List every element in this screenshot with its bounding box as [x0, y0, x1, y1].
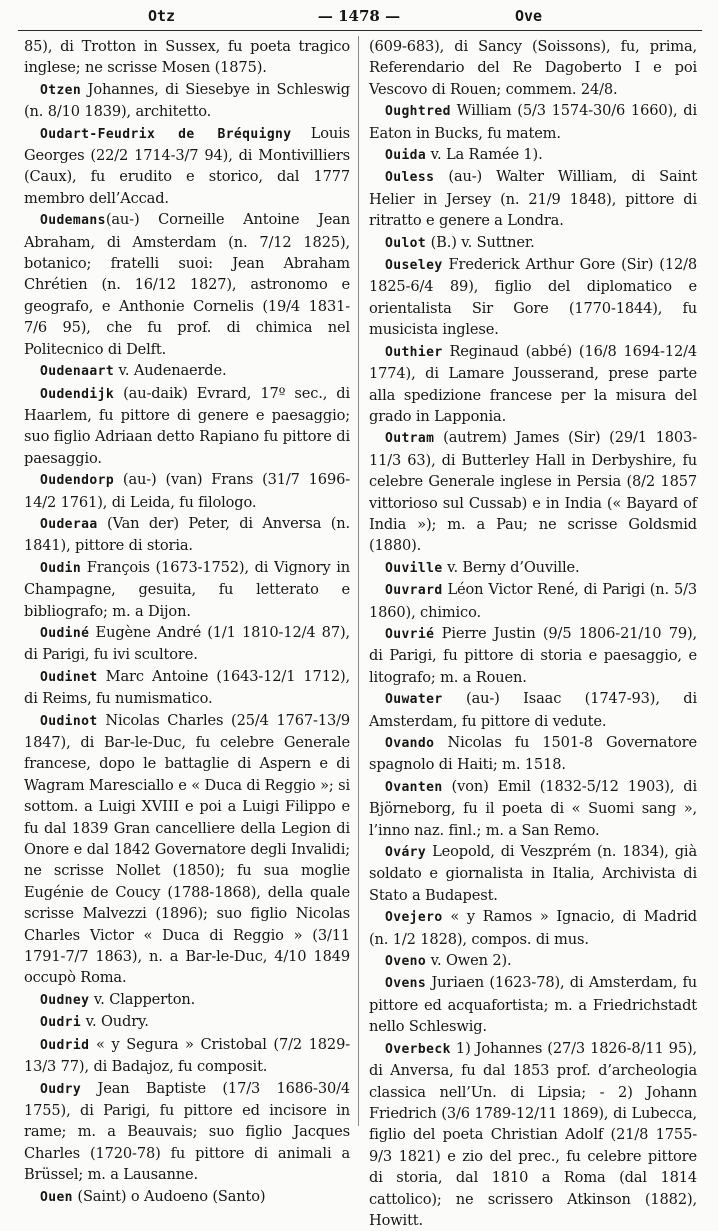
dictionary-entry	[369, 906, 697, 950]
dictionary-entry	[369, 100, 697, 144]
dictionary-entry	[369, 732, 697, 776]
dictionary-entry	[369, 166, 697, 231]
entry-text: Juriaen (1623-78), di Amsterdam, fu pittore ed acquafortista; m. a Friedrichstadt nello Schleswig.	[369, 974, 697, 1036]
entry-text: 1) Johannes (27/3 1826-8/11 95), di Anversa, fu dal 1853 prof. d’archeologia classica nell’Un. di Lipsia; - 2) Johann Friedrich (3/6 1789-12/11 1869), di Lubecca, figlio del poeta Christian Adolf (21/8 1755-9/3 1821) e zio del prec., fu celebre pittore di storia, dal 1810 a Roma (dal 1814 cattolico); ne scrissero Atkinson (1882), Howitt.	[369, 1039, 697, 1229]
entry-text: (au-daik) Evrard, 17º sec., di Haarlem, fu pittore di genere e paesaggio; suo figlio Adriaan detto Rapiano fu pittore di paesaggio.	[24, 384, 350, 467]
entry-text: (Saint) o Audoeno (Santo)	[72, 1187, 266, 1205]
entry-text: v. Clapperton.	[89, 990, 196, 1008]
entry-headword: Oughtred	[385, 104, 451, 120]
header-right-guideword: Ove	[515, 7, 543, 25]
entry-headword: Ovejero	[385, 910, 443, 926]
dictionary-entry	[369, 144, 697, 166]
entry-headword: Ouderaa	[40, 516, 98, 532]
entry-headword: Oudinot	[40, 713, 98, 729]
entry-text: Marc Antoine (1643-12/1 1712), di Reims, fu numismatico.	[24, 667, 350, 708]
entry-headword: Oudney	[40, 992, 90, 1008]
entry-text: Nicolas fu 1501-8 Governatore spagnolo di Haiti; m. 1518.	[369, 734, 697, 774]
dictionary-entry	[369, 776, 697, 841]
dictionary-entry	[369, 36, 697, 100]
entry-headword: Outhier	[385, 344, 443, 360]
entry-text: Reginaud (abbé) (16/8 1694-12/4 1774), di Lamare Jousserand, prese parte alla spedizione francese per la misura del grado in Lapponia.	[369, 342, 697, 425]
entry-text: v. Owen 2).	[426, 952, 512, 970]
entry-headword: Outram	[385, 431, 435, 447]
dictionary-entry	[369, 557, 697, 579]
dictionary-entry	[369, 623, 697, 688]
entry-headword: Ouvrié	[385, 626, 435, 642]
entry-text: (au-) Corneille Antoine Jean Abraham, di Amsterdam (n. 7/12 1825), botanico; fratelli suoi: Jean Abraham Chrétien (n. 16/12 1827), astronomo e geografo, e Anthonie Cornelis (19/4 1831-7/6 95), che fu prof. di chimica nel Politecnico di Delft.	[24, 211, 350, 358]
dictionary-entry	[24, 557, 350, 622]
entry-text: v. Berny d’Ouville.	[442, 558, 580, 576]
entry-text: (au-) Isaac (1747-93), di Amsterdam, fu pittore di vedute.	[369, 690, 697, 730]
header-left-guideword: Otz	[148, 7, 176, 25]
dictionary-entry	[24, 513, 350, 557]
entry-headword: Oudry	[40, 1081, 82, 1097]
entry-headword: Oudendijk	[40, 386, 115, 402]
dictionary-entry	[369, 341, 697, 428]
dictionary-entry	[24, 989, 350, 1011]
entry-text: Leopold, di Veszprém (n. 1834), già soldato e giornalista in Italia, Archivista di Stato a Budapest.	[369, 843, 697, 904]
entry-text: « y Ramos » Ignacio, di Madrid (n. 1/2 1828), compos. di mus.	[369, 908, 697, 948]
entry-headword: Overbeck	[385, 1041, 451, 1057]
entry-headword: Ouvrard	[385, 583, 443, 599]
dictionary-entry	[24, 666, 350, 710]
entry-headword: Oudri	[40, 1015, 82, 1031]
dictionary-entry	[24, 383, 350, 470]
entry-headword: Ouen	[40, 1189, 73, 1205]
entry-headword: Otzen	[40, 82, 82, 98]
entry-text: (von) Emil (1832-5/12 1903), di Björneborg, fu il poeta di « Suomi sang », l’inno naz. finl.; m. a San Remo.	[369, 777, 697, 839]
column-divider	[358, 36, 359, 1126]
dictionary-entry	[369, 841, 697, 906]
dictionary-entry	[24, 1011, 350, 1033]
entry-headword: Oudart-Feudrix de Bréquigny	[40, 126, 292, 142]
dictionary-entry	[24, 209, 350, 360]
dictionary-entry	[24, 360, 350, 382]
dictionary-entry	[24, 1034, 350, 1078]
entry-headword: Oudinet	[40, 669, 98, 685]
entry-text: (609-683), di Sancy (Soissons), fu, prima, Referendario del Re Dagoberto I e poi Vescovo di Rouen; commem. 24/8.	[369, 38, 697, 98]
entry-text: v. Oudry.	[81, 1013, 149, 1031]
entry-headword: Oudin	[40, 560, 82, 576]
entry-headword: Oudendorp	[40, 473, 115, 489]
entry-text: (B.) v. Suttner.	[426, 233, 535, 251]
page-number: — 1478 —	[317, 7, 401, 25]
entry-headword: Ouida	[385, 148, 427, 164]
dictionary-entry	[24, 123, 350, 210]
entry-text: v. La Ramée 1).	[426, 146, 543, 164]
left-column	[24, 36, 350, 1205]
entry-headword: Oveno	[385, 954, 427, 970]
entry-text: (Van der) Peter, di Anversa (n. 1841), pittore di storia.	[24, 514, 350, 555]
header-rule	[18, 30, 702, 31]
entry-headword: Oudiné	[40, 625, 90, 641]
dictionary-entry	[369, 579, 697, 623]
entry-headword: Oulot	[385, 235, 427, 251]
entry-headword: Ovanten	[385, 779, 443, 795]
page-header	[0, 6, 718, 28]
dictionary-entry	[369, 950, 697, 972]
entry-text: Louis Georges (22/2 1714-3/7 94), di Montivilliers (Caux), fu erudito e storico, dal 1777 membro dell’Accad.	[24, 124, 350, 207]
dictionary-entry	[24, 469, 350, 513]
entry-headword: Ouville	[385, 560, 443, 576]
entry-text: Eugène André (1/1 1810-12/4 87), di Parigi, fu ivi scultore.	[24, 623, 350, 664]
entry-headword: Ováry	[385, 845, 427, 861]
entry-text: François (1673-1752), di Vignory in Champagne, gesuita, fu letterato e bibliografo; m. a Dijon.	[24, 558, 350, 620]
dictionary-entry	[24, 1186, 350, 1208]
entry-text: Frederick Arthur Gore (Sir) (12/8 1825-6/4 89), figlio del diplomatico e orientalista Sir Gore (1770-1844), fu musicista inglese.	[369, 256, 697, 339]
entry-headword: Ouless	[385, 170, 435, 186]
dictionary-entry	[369, 1038, 697, 1231]
dictionary-entry	[369, 427, 697, 556]
dictionary-entry	[369, 688, 697, 732]
dictionary-entry	[24, 622, 350, 666]
entry-headword: Ovens	[385, 976, 427, 992]
entry-headword: Oudrid	[40, 1037, 90, 1053]
dictionary-entry	[24, 1078, 350, 1186]
entry-headword: Ouseley	[385, 258, 443, 274]
dictionary-entry	[369, 232, 697, 254]
entry-headword: Oudemans	[40, 213, 106, 229]
dictionary-entry	[24, 79, 350, 123]
entry-text: (au-) (van) Frans (31/7 1696-14/2 1761), di Leida, fu filologo.	[24, 471, 350, 511]
entry-headword: Ovando	[385, 736, 435, 751]
entry-text: Léon Victor René, di Parigi (n. 5/3 1860), chimico.	[369, 581, 697, 621]
entry-headword: Oudenaart	[40, 364, 115, 380]
dictionary-entry	[369, 254, 697, 341]
dictionary-entry	[24, 36, 350, 79]
entry-text: Jean Baptiste (17/3 1686-30/4 1755), di Parigi, fu pittore ed incisore in rame; m. a Beauvais; suo figlio Jacques Charles (1720-78) fu pittore di animali a Brüssel; m. a Lausanne.	[24, 1079, 350, 1184]
entry-text: 85), di Trotton in Sussex, fu poeta tragico inglese; ne scrisse Mosen (1875).	[24, 38, 350, 77]
entry-text: William (5/3 1574-30/6 1660), di Eaton in Bucks, fu matem.	[369, 102, 697, 142]
entry-headword: Ouwater	[385, 692, 443, 708]
entry-text: Nicolas Charles (25/4 1767-13/9 1847), di Bar-le-Duc, fu celebre Generale francese, dopo le battaglie di Aspern e di Wagram Maresciallo e « Duca di Reggio »; si sottom. a Luigi XVIII e poi a Luigi Filippo e fu dal 1839 Gran cancelliere della Legion di Onore e dal 1842 Governatore degli Invalidi; ne scrisse Nollet (1850); fu sua moglie Eugénie de Coucy (1788-1868), della quale scrisse Malvezzi (1896); suo figlio Nicolas Charles Victor « Duca di Reggio » (3/11 1791-7/7 1863), n. a Bar-le-Duc, 4/10 1849 occupò Roma.	[24, 711, 350, 987]
dictionary-entry	[369, 972, 697, 1037]
entry-text: Johannes, di Siesebye in Schleswig (n. 8/10 1839), architetto.	[24, 80, 350, 121]
right-column	[369, 36, 697, 1229]
entry-text: Pierre Justin (9/5 1806-21/10 79), di Parigi, fu pittore di storia e paesaggio, e litografo; m. a Rouen.	[369, 624, 697, 686]
dictionary-entry	[24, 710, 350, 989]
entry-text: (autrem) James (Sir) (29/1 1803-11/3 63), di Butterley Hall in Derbyshire, fu celebre Generale inglese in Persia (8/2 1857 vittorioso sul Cussab) e in India (« Bayard of India »); m. a Pau; ne scrisse Goldsmid (1880).	[369, 429, 697, 555]
entry-text: (au-) Walter William, di Saint Helier in Jersey (n. 21/9 1848), pittore di ritratto e genere a Londra.	[369, 168, 697, 230]
entry-text: v. Audenaerde.	[114, 362, 227, 380]
entry-text: « y Segura » Cristobal (7/2 1829-13/3 77), di Badajoz, fu composit.	[24, 1035, 350, 1076]
